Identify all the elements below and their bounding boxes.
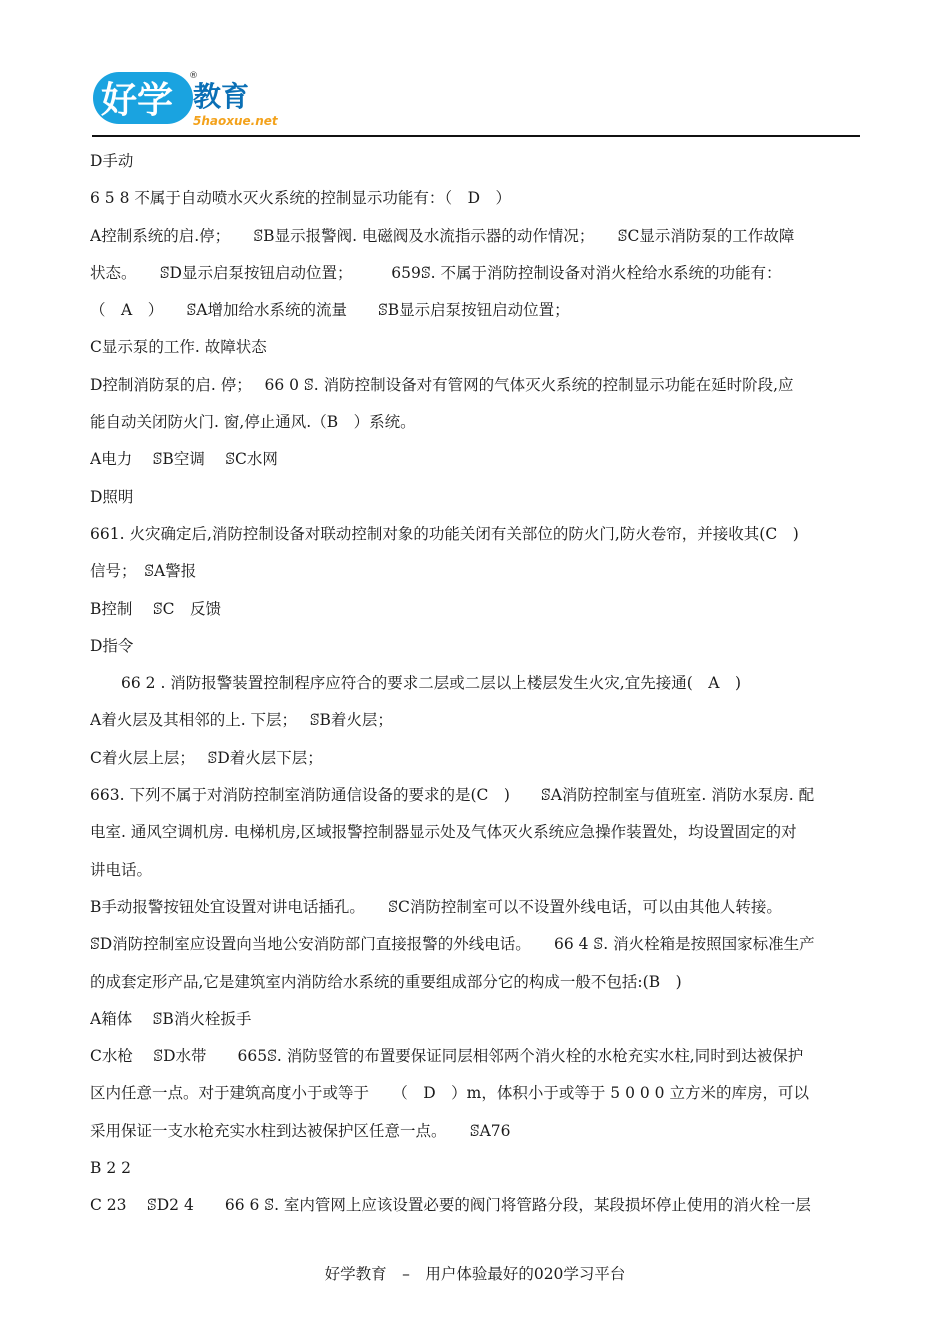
- document-body: [90, 147, 862, 1229]
- text-line: B控制 ꕷC 反馈: [90, 599, 221, 618]
- text-line: 电室. 通风空调机房. 电梯机房,区域报警控制器显示处及气体灭火系统应急操作装置处，均设置固定的对: [90, 823, 797, 842]
- text-line: A电力 ꕷB空调 ꕷC水网: [90, 450, 278, 469]
- header-rule: [92, 135, 860, 137]
- text-line: （ A ） ꕷA增加给水系统的流量 ꕷB显示启泵按钮启动位置；: [90, 301, 570, 320]
- text-line: 采用保证一支水枪充实水柱到达被保护区任意一点。 ꕷA76: [90, 1121, 511, 1140]
- brand-logo: [93, 66, 323, 130]
- text-line: 讲电话。: [90, 860, 153, 879]
- logo-graphic: [93, 66, 323, 130]
- text-line: C着火层上层； ꕷD着火层下层；: [90, 748, 323, 767]
- text-line: 663. 下列不属于对消防控制室消防通信设备的要求的是(C ) ꕷA消防控制室与值班室. 消防水泵房. 配: [90, 786, 815, 805]
- text-line: 66 2 . 消防报警装置控制程序应符合的要求二层或二层以上楼层发生火灾,宜先接通( A ): [90, 674, 742, 693]
- text-line: 661. 火灾确定后,消防控制设备对联动控制对象的功能关闭有关部位的防火门,防火卷帘，并接收其(C ): [90, 524, 799, 543]
- text-line: C水枪 ꕷD水带 665ꕷ. 消防竖管的布置要保证同层相邻两个消火栓的水枪充实水柱,同时到达被保护: [90, 1047, 804, 1066]
- page-footer: 好学教育 – 用户体验最好的020学习平台: [324, 1265, 626, 1283]
- text-line: 状态。 ꕷD显示启泵按钮启动位置； 659ꕷ. 不属于消防控制设备对消火栓给水系统的功能有：: [90, 263, 782, 282]
- text-line: D指令: [90, 636, 134, 655]
- text-line: B手动报警按钮处宜设置对讲电话插孔。 ꕷC消防控制室可以不设置外线电话，可以由其他人转接。: [90, 897, 782, 916]
- text-line: A着火层及其相邻的上. 下层； ꕷB着火层；: [90, 711, 393, 730]
- text-line: 的成套定形产品,它是建筑室内消防给水系统的重要组成部分它的构成一般不包括:(B ): [90, 972, 682, 991]
- text-line: A箱体 ꕷB消火栓扳手: [90, 1009, 252, 1028]
- text-line: ꕷD消防控制室应设置向当地公安消防部门直接报警的外线电话。 66 4 ꕷ. 消火栓箱是按照国家标准生产: [90, 935, 815, 954]
- text-line: C显示泵的工作. 故障状态: [90, 338, 267, 357]
- text-line: C 23 ꕷD2 4 66 6 ꕷ. 室内管网上应该设置必要的阀门将管路分段，某段损坏停止使用的消火栓一层: [90, 1196, 811, 1215]
- registered-mark: ®: [189, 71, 198, 81]
- text-line: 能自动关闭防火门. 窗,停止通风.（B ）系统。: [90, 413, 416, 432]
- text-line: A控制系统的启.停； ꕷB显示报警阀. 电磁阀及水流指示器的动作情况； ꕷC显示消防泵的工作故障: [90, 226, 795, 245]
- logo-side-text: 教育: [193, 80, 250, 113]
- text-line: D手动: [90, 152, 134, 170]
- text-line: D控制消防泵的启. 停； 66 0 ꕷ. 消防控制设备对有管网的气体灭火系统的控制显示功能在延时阶段,应: [90, 375, 794, 394]
- text-line: D照明: [90, 487, 134, 506]
- text-line: 信号； ꕷA警报: [90, 562, 197, 581]
- text-line: 6 5 8 不属于自动喷水灭火系统的控制显示功能有：（ D ）: [90, 189, 512, 208]
- logo-url-text: 5haoxue.net: [193, 114, 278, 128]
- logo-main-text: 好学: [101, 80, 174, 121]
- text-line: 区内任意一点。对于建筑高度小于或等于 （ D ）m，体积小于或等于 5 0 0 0 立方米的库房，可以: [90, 1084, 809, 1103]
- text-line: B 2 2: [90, 1159, 131, 1178]
